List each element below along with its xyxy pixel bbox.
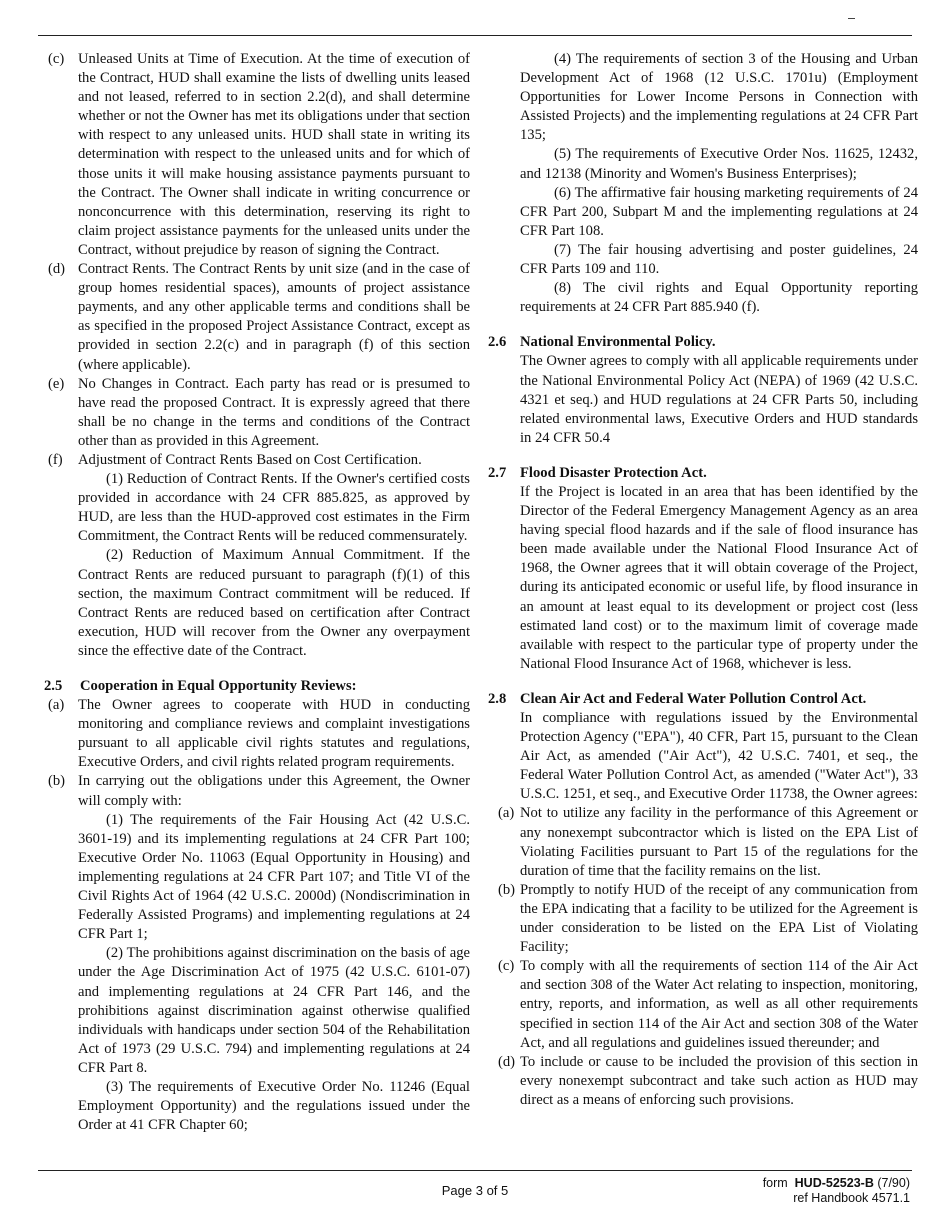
list-item: (a) Not to utilize any facility in the performance of this Agreement or any nonexempt subcontractor which is listed on the EPA List of Violating Facilities pursuant to Part 15 of the regulations for the duration of time that the facility remains on the list. [498,805,918,879]
subparagraph: (6) The affirmative fair housing marketing requirements of 24 CFR Part 200, Subpart M and the implementing regulations at 24 CFR Part 108. [520,184,918,239]
list-item: (e) No Changes in Contract. Each party has read or is presumed to have read the proposed Contract. It is expressly agreed that there shall be no change in the terms and conditions of the Contract other than as provided in this Agreement. [48,375,470,449]
list-item: (b) Promptly to notify HUD of the receipt of any communication from the EPA indicating that a facility to be utilized for the Agreement is under consideration to be listed on the EPA List of Violating Facility; [498,881,918,956]
form-identifier: form HUD-52523-B (7/90) ref Handbook 4571.1 [762,1176,910,1205]
top-rule [38,35,912,36]
list-item: (f) Adjustment of Contract Rents Based on Cost Certification. [48,451,422,468]
subparagraph: (1) The requirements of the Fair Housing Act (42 U.S.C. 3601-19) and its implementing regulations at 24 CFR Part 100; Executive Order No. 11063 (Equal Opportunity in Housing) and implementing regulations at 24 CFR Part 107; and Title VI of the Civil Rights Act of 1964 (42 U.S.C. 2000d) (Nondiscrimination in Federally Assisted Programs) and implementing regulations at 24 CFR Part 1; [78,811,470,943]
section-body: In compliance with regulations issued by the Environmental Protection Agency ("EPA"), 40 CFR, Part 15, pursuant to the Clean Air Act, as amended ("Air Act"), 42 U.S.C. 7401, et seq., the Federal Water Pollution Control Act, as amended ("Water Act"), 33 U.S.C. 1251, et seq., and Executive Order 11738, the Owner agrees: [520,710,918,803]
b-subparagraphs [48,811,470,1136]
page-number: Page 3 of 5 [441,1183,509,1198]
list-item: (b) In carrying out the obligations under this Agreement, the Owner will comply with: [48,773,470,809]
subparagraph: (3) The requirements of Executive Order No. 11246 (Equal Employment Opportunity) and the regulations issued under the Order at 41 CFR Chapter 60; [78,1078,470,1134]
subparagraph: (8) The civil rights and Equal Opportunity reporting requirements at 24 CFR Part 885.940 (f). [520,280,918,316]
section-heading-2-8: 2.8 Clean Air Act and Federal Water Pollution Control Act. [488,690,867,707]
section-body: If the Project is located in an area that has been identified by the Director of the Federal Emergency Management Agency as an area having special flood hazards and if the sale of flood insurance has been made available under the National Flood Insurance Act of 1968, the Owner agrees that it will obtain coverage of the Project, during its anticipated economic or useful life, by flood insurance in an amount at least equal to its development or project cost (less estimated land cost) or to the maximum limit of coverage made available with respect to the particular type of property under the National Flood Insurance Act of 1968, whichever is less. [520,483,918,672]
section-heading-2-5: 2.5 Cooperation in Equal Opportunity Reviews: [44,678,357,694]
list-item: (a) The Owner agrees to cooperate with HUD in conducting monitoring and compliance reviews and complaint investigations pursuant to all applicable civil rights statutes and regulations, Executive Orders, and civil rights related program requirements. [48,697,470,771]
subparagraph: (2) Reduction of Maximum Annual Commitment. If the Contract Rents are reduced pursuant to paragraph (f)(1) of this section, the maximum Contract commitment will be reduced. If Contract Rents are reduced based on certification after Contract execution, HUD will recover from the Owner any overpayment since the effective date of the Contract. [78,547,470,659]
handbook-ref: ref Handbook 4571.1 [793,1191,910,1205]
list-item: (d) Contract Rents. The Contract Rents by unit size (and in the case of group homes residential spaces), amounts of project assistance payments, and any other applicable terms and conditions shall be as specified in the proposed Project Assistance Contract, except as provided in section 2.2(c) and in paragraph (f) of this section (where applicable). [48,261,470,373]
list-item: (d) To include or cause to be included the provision of this section in every nonexempt subcontract and take such action as HUD may direct as a means of enforcing such provisions. [498,1053,918,1108]
section-heading-2-7: 2.7 Flood Disaster Protection Act. [488,464,707,481]
f-subparagraphs [48,470,470,661]
top-mark [848,18,855,19]
subparagraph: (7) The fair housing advertising and poster guidelines, 24 CFR Parts 109 and 110. [520,241,918,278]
b-subparagraphs-continued [490,50,918,317]
subparagraph: (2) The prohibitions against discrimination on the basis of age under the Age Discrimination Act of 1975 (42 U.S.C. 6101-07) and implementing regulations at 24 CFR Part 146, and the prohibitions against discrimination against otherwise qualified individuals with handicaps under section 504 of the Rehabilitation Act of 1973 (29 U.S.C. 794) and implementing regulations at 24 CFR Part 8. [78,945,470,1076]
section-heading-2-6: 2.6 National Environmental Policy. [488,334,716,351]
left-column [44,50,470,1135]
subparagraph: (4) The requirements of section 3 of the Housing and Urban Development Act of 1968 (12 U.S.C. 1701u) (Employment Opportunities for Lower Income Persons in Connection with Assisted Projects) and the implementing regulations at 24 CFR Part 135; [520,51,918,144]
list-item: (c) To comply with all the requirements of section 114 of the Air Act and section 308 of the Water Act relating to inspection, monitoring, entry, reports, and information, as well as all other requirements specified in section 114 of the Air Act and section 308 of the Water Act, and all regulations and guidelines issued thereunder; and [498,958,918,1051]
bottom-rule [38,1170,912,1171]
subparagraph: (5) The requirements of Executive Order Nos. 11625, 12432, and 12138 (Minority and Women's Business Enterprises); [520,146,918,182]
right-column [490,50,918,1110]
subparagraph: (1) Reduction of Contract Rents. If the Owner's certified costs provided in accordance with 24 CFR 885.825, as approved by HUD, are less than the HUD-approved cost estimates in the Firm Commitment, the Contract Rents will be reduced commensurately. [78,471,470,545]
section-body: The Owner agrees to comply with all applicable requirements under the National Environmental Policy Act (NEPA) of 1969 (42 U.S.C. 4321 et seq.) and HUD regulations at 24 CFR Parts 50, including related environmental laws, Executive Orders and HUD standards in 24 CFR 50.4 [520,353,918,446]
list-item: (c) Unleased Units at Time of Execution. At the time of execution of the Contract, HUD shall examine the lists of dwelling units leased and not leased, referred to in section 2.2(d), and shall determine whether or not the Owner has met its obligations under that section with respect to any unleased units. HUD shall state in writing its determination with respect to the unleased units and for which of those units it will make housing assistance payments pursuant to the Contract. The Owner shall indicate in writing concurrence or nonconcurrence with this determination, reserving its right to claim project assistance payments for the unleased units under the Contract, without prejudice by reason of signing the Contract. [48,51,470,258]
